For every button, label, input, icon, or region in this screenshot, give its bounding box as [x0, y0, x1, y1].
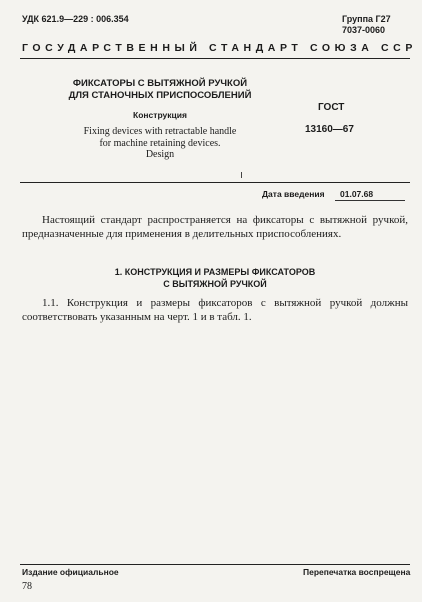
subtitle-russian: Конструкция: [133, 110, 187, 120]
introduction-date-label: Дата введения: [262, 189, 325, 199]
group-label: Группа Г27: [342, 14, 391, 24]
title-russian-line-1: ФИКСАТОРЫ С ВЫТЯЖНОЙ РУЧКОЙ: [72, 78, 248, 89]
title-russian-line-2: ДЛЯ СТАНОЧНЫХ ПРИСПОСОБЛЕНИЙ: [68, 90, 252, 101]
gost-label: ГОСТ: [318, 102, 345, 113]
clause-paragraph: 1.1. Конструкция и размеры фиксаторов с вытяжной ручкой должны соответствовать указанным на черт. 1 и в табл. 1.: [22, 297, 408, 323]
date-underline: [335, 200, 405, 201]
group-code: [342, 14, 391, 36]
footer-official-edition: Издание официальное: [22, 567, 119, 577]
title-english-line-2: for machine retaining devices.: [99, 137, 221, 149]
title-english-line-3: Design: [145, 149, 175, 160]
section-heading: [30, 266, 400, 290]
middle-rule: [20, 182, 410, 183]
section-heading-line-1: 1. КОНСТРУКЦИЯ И РАЗМЕРЫ ФИКСАТОРОВ: [114, 267, 316, 277]
scope-paragraph: Настоящий стандарт распространяется на фиксаторы с вытяжной ручкой, предназначенные для применения в делительных приспособлениях.: [22, 214, 408, 240]
okp-code: 7037-0060: [342, 25, 386, 35]
bottom-rule: [20, 564, 410, 565]
introduction-date-value: 01.07.68: [340, 189, 374, 199]
title-english-line-1: Fixing devices with retractable handle: [83, 126, 237, 137]
gost-number: 13160—67: [305, 124, 354, 135]
standard-banner: ГОСУДАРСТВЕННЫЙ СТАНДАРТ СОЮЗА ССР: [22, 42, 417, 54]
top-rule: [20, 58, 410, 59]
title-russian: [40, 78, 280, 102]
title-block: [40, 78, 280, 161]
page-number: 78: [22, 581, 32, 592]
title-english: [40, 126, 280, 161]
footer-reprint-prohibited: Перепечатка воспрещена: [303, 567, 411, 577]
section-heading-line-2: С ВЫТЯЖНОЙ РУЧКОЙ: [163, 279, 267, 289]
tick-mark: [241, 172, 242, 178]
udk-code: УДК 621.9—229 : 006.354: [22, 14, 129, 24]
